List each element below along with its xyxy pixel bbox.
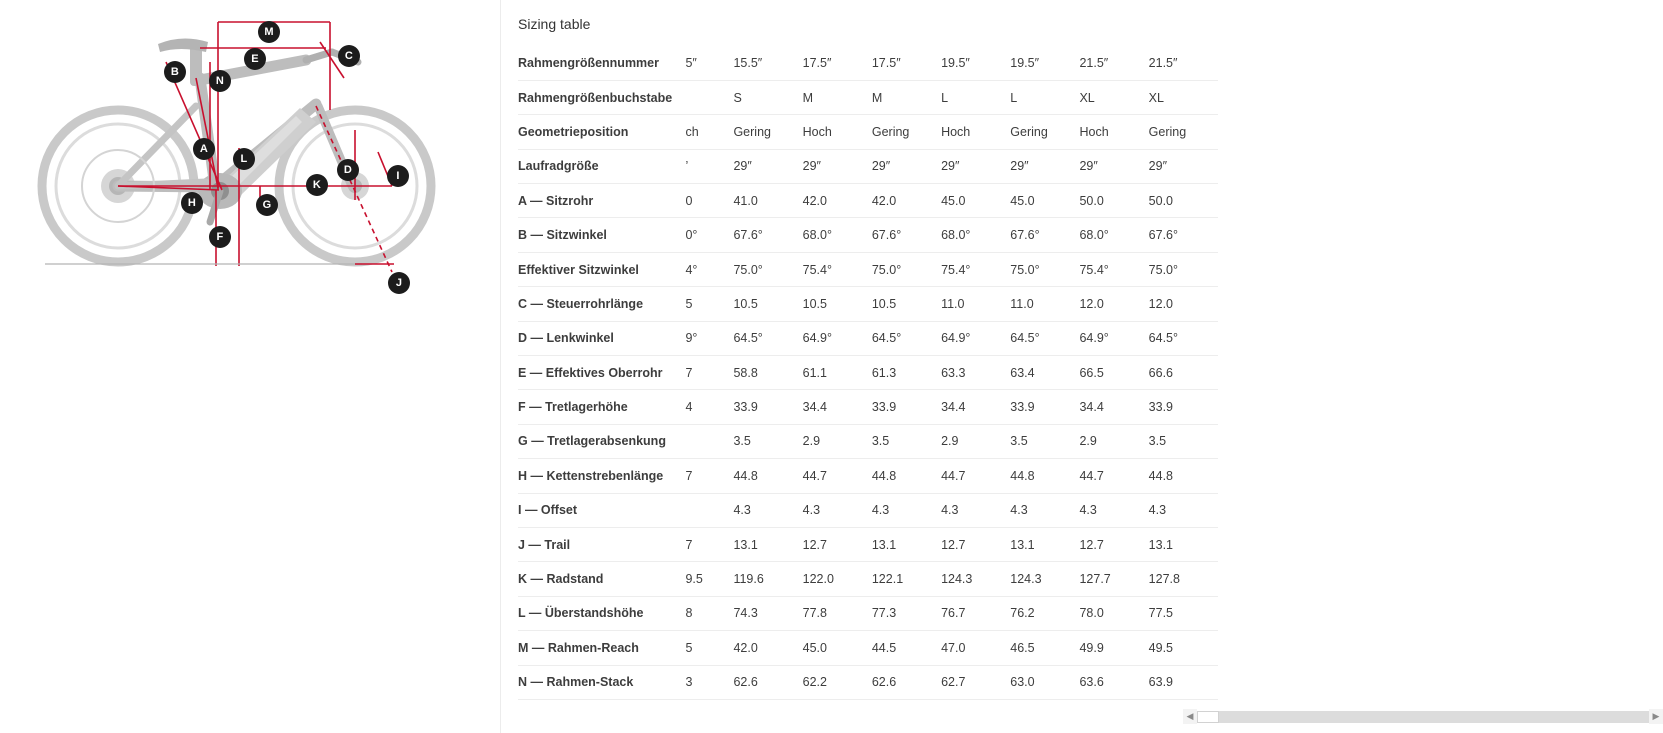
table-cell: 63.4 [1010,356,1079,390]
table-cell: 45.0 [803,631,872,665]
table-cell: 3.5 [733,424,802,458]
clipped-cell: 5 [685,287,733,321]
hotspot-marker-k[interactable]: K [306,174,328,196]
table-row [518,321,1218,355]
hotspot-marker-l[interactable]: L [233,148,255,170]
sizing-table-scroll-area[interactable] [501,46,1210,706]
table-cell: 4.3 [1079,493,1148,527]
table-row [518,287,1218,321]
table-cell: 64.5° [1149,321,1218,355]
table-row [518,596,1218,630]
table-cell: 44.5 [872,631,941,665]
table-cell: 75.0° [733,252,802,286]
clipped-cell: 7 [685,459,733,493]
table-cell: 29″ [1149,149,1218,183]
table-row [518,527,1218,561]
scroll-left-arrow-icon[interactable]: ◀ [1183,709,1197,724]
geometry-diagram-pane [0,0,500,733]
table-cell: 29″ [941,149,1010,183]
clipped-cell: 3 [685,665,733,699]
row-label: L — Überstandshöhe [518,596,685,630]
table-cell: 67.6° [872,218,941,252]
table-row [518,80,1218,114]
table-cell: 119.6 [733,562,802,596]
table-cell: 13.1 [1149,527,1218,561]
row-label: J — Trail [518,527,685,561]
clipped-cell: 9.5 [685,562,733,596]
table-cell: Hoch [803,115,872,149]
clipped-cell [685,80,733,114]
table-cell: 66.6 [1149,356,1218,390]
table-cell: 44.7 [1079,459,1148,493]
table-cell: 64.9° [1079,321,1148,355]
row-label: B — Sitzwinkel [518,218,685,252]
table-cell: 41.0 [733,184,802,218]
table-cell: 15.5″ [733,46,802,80]
hotspot-marker-f[interactable]: F [209,226,231,248]
table-cell: 75.0° [1149,252,1218,286]
table-row [518,46,1218,80]
table-cell: 29″ [1079,149,1148,183]
table-cell: Hoch [1079,115,1148,149]
hotspot-marker-i[interactable]: I [387,165,409,187]
hotspot-marker-e[interactable]: E [244,48,266,70]
table-row [518,390,1218,424]
table-cell: 68.0° [803,218,872,252]
table-cell: 19.5″ [1010,46,1079,80]
table-cell: L [941,80,1010,114]
table-cell: M [803,80,872,114]
table-cell: 10.5 [872,287,941,321]
hotspot-marker-c[interactable]: C [338,45,360,67]
clipped-cell: 8 [685,596,733,630]
table-cell: 68.0° [1079,218,1148,252]
table-cell: 63.9 [1149,665,1218,699]
table-cell: S [733,80,802,114]
clipped-cell [685,493,733,527]
table-cell: 49.9 [1079,631,1148,665]
clipped-cell: 4 [685,390,733,424]
horizontal-scrollbar[interactable] [1183,709,1663,724]
row-label: A — Sitzrohr [518,184,685,218]
table-cell: 33.9 [1149,390,1218,424]
table-cell: 62.7 [941,665,1010,699]
table-cell: 64.9° [941,321,1010,355]
table-cell: 2.9 [803,424,872,458]
table-row [518,149,1218,183]
clipped-cell: 9° [685,321,733,355]
table-cell: 67.6° [1010,218,1079,252]
table-cell: 4.3 [1149,493,1218,527]
table-cell: 75.4° [803,252,872,286]
table-cell: 124.3 [941,562,1010,596]
table-cell: 45.0 [1010,184,1079,218]
table-row [518,562,1218,596]
row-label: F — Tretlagerhöhe [518,390,685,424]
table-cell: 44.8 [1149,459,1218,493]
table-cell: 74.3 [733,596,802,630]
table-cell: 42.0 [803,184,872,218]
table-row [518,218,1218,252]
table-cell: 44.7 [803,459,872,493]
table-cell: 62.2 [803,665,872,699]
clipped-cell: ’ [685,149,733,183]
table-cell: 64.5° [872,321,941,355]
hotspot-marker-h[interactable]: H [181,192,203,214]
clipped-cell: 5″ [685,46,733,80]
table-cell: 34.4 [803,390,872,424]
table-cell: 10.5 [803,287,872,321]
table-cell: 34.4 [941,390,1010,424]
table-cell: 45.0 [941,184,1010,218]
table-cell: 2.9 [1079,424,1148,458]
table-cell: 17.5″ [803,46,872,80]
table-cell: 66.5 [1079,356,1148,390]
row-label: N — Rahmen-Stack [518,665,685,699]
table-row [518,356,1218,390]
table-cell: 58.8 [733,356,802,390]
table-cell: 61.3 [872,356,941,390]
table-cell: 76.2 [1010,596,1079,630]
table-cell: 34.4 [1079,390,1148,424]
hotspot-marker-a[interactable]: A [193,138,215,160]
scrollbar-thumb[interactable] [1197,711,1219,723]
table-cell: 29″ [1010,149,1079,183]
table-cell: 49.5 [1149,631,1218,665]
clipped-cell: 5 [685,631,733,665]
clipped-cell: 4° [685,252,733,286]
table-cell: 12.7 [941,527,1010,561]
table-cell: 4.3 [733,493,802,527]
row-label: H — Kettenstrebenlänge [518,459,685,493]
table-cell: 67.6° [1149,218,1218,252]
table-cell: 29″ [872,149,941,183]
table-cell: 44.7 [941,459,1010,493]
hotspot-marker-j[interactable]: J [388,272,410,294]
table-cell: 11.0 [941,287,1010,321]
table-cell: 21.5″ [1149,46,1218,80]
table-cell: M [872,80,941,114]
table-cell: 127.8 [1149,562,1218,596]
table-cell: Gering [1010,115,1079,149]
table-cell: 2.9 [941,424,1010,458]
table-cell: L [1010,80,1079,114]
table-cell: 63.6 [1079,665,1148,699]
hotspot-marker-d[interactable]: D [337,159,359,181]
table-cell: 44.8 [872,459,941,493]
row-label: Rahmengrößennummer [518,46,685,80]
table-cell: 124.3 [1010,562,1079,596]
table-cell: 44.8 [733,459,802,493]
table-cell: 13.1 [733,527,802,561]
table-cell: 64.9° [803,321,872,355]
row-label: Geometrieposition [518,115,685,149]
row-label: Laufradgröße [518,149,685,183]
table-row [518,252,1218,286]
table-cell: 63.0 [1010,665,1079,699]
table-cell: XL [1079,80,1148,114]
row-label: C — Steuerrohrlänge [518,287,685,321]
clipped-cell: 0° [685,218,733,252]
table-cell: 42.0 [872,184,941,218]
table-cell: 13.1 [872,527,941,561]
row-label: M — Rahmen-Reach [518,631,685,665]
table-cell: 21.5″ [1079,46,1148,80]
table-cell: 3.5 [1010,424,1079,458]
table-cell: 29″ [803,149,872,183]
table-cell: 64.5° [733,321,802,355]
table-cell: 64.5° [1010,321,1079,355]
table-cell: Hoch [941,115,1010,149]
table-cell: 76.7 [941,596,1010,630]
hotspot-marker-g[interactable]: G [256,194,278,216]
table-cell: 12.0 [1149,287,1218,321]
table-cell: 42.0 [733,631,802,665]
hotspot-marker-m[interactable]: M [258,21,280,43]
table-row [518,665,1218,699]
scroll-right-arrow-icon[interactable]: ▶ [1649,709,1663,724]
row-label: D — Lenkwinkel [518,321,685,355]
row-label: I — Offset [518,493,685,527]
table-cell: 3.5 [1149,424,1218,458]
table-cell: 75.4° [941,252,1010,286]
table-cell: 67.6° [733,218,802,252]
table-cell: 4.3 [872,493,941,527]
table-cell: 33.9 [733,390,802,424]
table-cell: 44.8 [1010,459,1079,493]
table-cell: 122.0 [803,562,872,596]
table-cell: 77.8 [803,596,872,630]
table-cell: 12.0 [1079,287,1148,321]
table-cell: 4.3 [1010,493,1079,527]
table-cell: 4.3 [803,493,872,527]
table-cell: 11.0 [1010,287,1079,321]
table-cell: 77.3 [872,596,941,630]
row-label: Effektiver Sitzwinkel [518,252,685,286]
clipped-cell: 0 [685,184,733,218]
clipped-cell: 7 [685,356,733,390]
table-cell: 12.7 [1079,527,1148,561]
table-cell: 47.0 [941,631,1010,665]
clipped-cell: 7 [685,527,733,561]
table-cell: 78.0 [1079,596,1148,630]
table-cell: XL [1149,80,1218,114]
table-cell: 33.9 [1010,390,1079,424]
table-cell: 4.3 [941,493,1010,527]
clipped-cell [685,424,733,458]
table-cell: Gering [872,115,941,149]
table-cell: 50.0 [1079,184,1148,218]
table-cell: 75.0° [1010,252,1079,286]
sizing-table-pane [500,0,1660,733]
row-label: E — Effektives Oberrohr [518,356,685,390]
row-label: G — Tretlagerabsenkung [518,424,685,458]
table-cell: 19.5″ [941,46,1010,80]
clipped-cell: ch [685,115,733,149]
table-row [518,459,1218,493]
hotspot-marker-n[interactable]: N [209,70,231,92]
table-cell: 127.7 [1079,562,1148,596]
table-row [518,493,1218,527]
table-row [518,424,1218,458]
table-cell: Gering [1149,115,1218,149]
table-cell: 75.0° [872,252,941,286]
table-cell: 50.0 [1149,184,1218,218]
table-cell: 17.5″ [872,46,941,80]
table-cell: 68.0° [941,218,1010,252]
table-row [518,184,1218,218]
table-cell: 3.5 [872,424,941,458]
scrollbar-track[interactable] [1197,711,1649,723]
table-cell: 122.1 [872,562,941,596]
table-cell: 10.5 [733,287,802,321]
table-row [518,631,1218,665]
table-row [518,115,1218,149]
table-cell: 63.3 [941,356,1010,390]
table-cell: 13.1 [1010,527,1079,561]
table-cell: 62.6 [733,665,802,699]
table-cell: 77.5 [1149,596,1218,630]
row-label: K — Radstand [518,562,685,596]
hotspot-marker-b[interactable]: B [164,61,186,83]
table-cell: 75.4° [1079,252,1148,286]
sizing-table-title: Sizing table [518,16,591,32]
table-cell: 61.1 [803,356,872,390]
sizing-table [518,46,1218,700]
table-cell: Gering [733,115,802,149]
table-cell: 46.5 [1010,631,1079,665]
table-cell: 33.9 [872,390,941,424]
table-cell: 62.6 [872,665,941,699]
table-cell: 12.7 [803,527,872,561]
table-cell: 29″ [733,149,802,183]
row-label: Rahmengrößenbuchstabe [518,80,685,114]
